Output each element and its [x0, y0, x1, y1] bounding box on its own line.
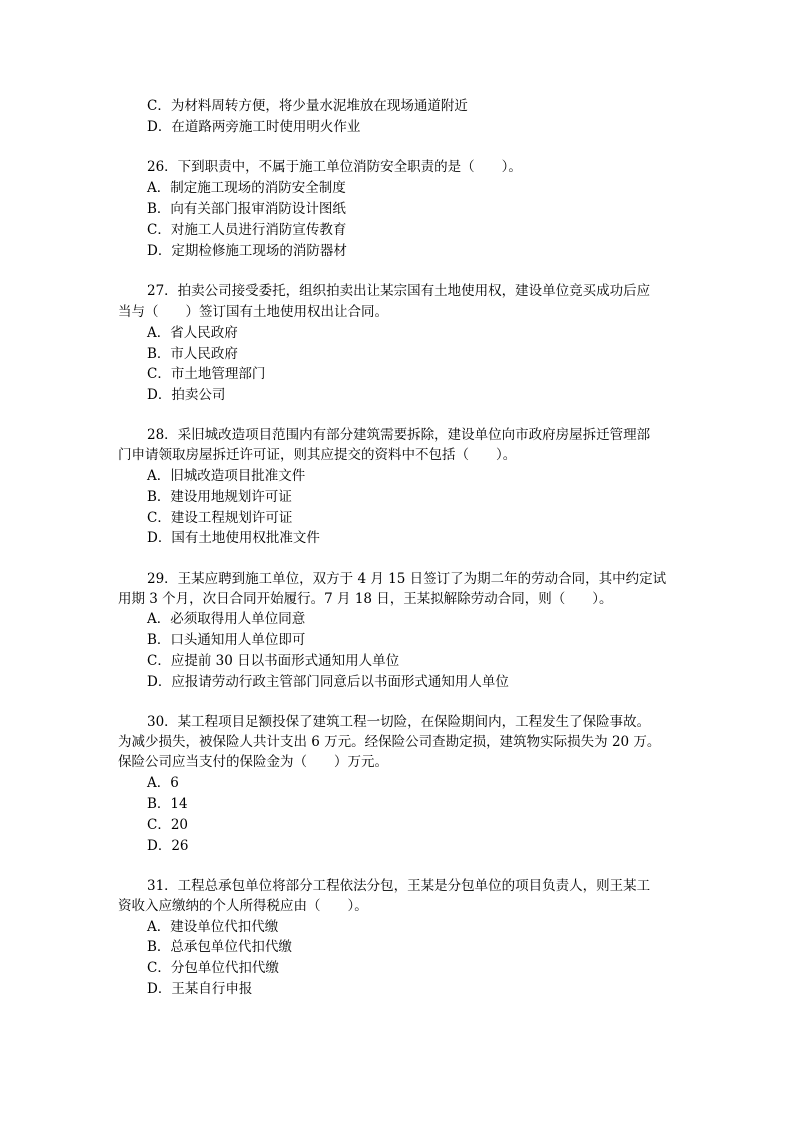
question-28-stem-line-1: 28．采旧城改造项目范围内有部分建筑需要拆除，建设单位向市政府房屋拆迁管理部 — [147, 427, 651, 443]
question-31-stem-line-2: 资收入应缴纳的个人所得税应由（ ）。 — [118, 898, 368, 914]
question-28-option-c: C．建设工程规划许可证 — [147, 510, 293, 526]
question-26-option-a: A．制定施工现场的消防安全制度 — [147, 180, 346, 196]
question-31-option-c: C．分包单位代扣代缴 — [147, 960, 279, 976]
question-29-option-c: C．应提前 30 日以书面形式通知用人单位 — [147, 653, 400, 669]
question-26-option-c: C．对施工人员进行消防宣传教育 — [147, 222, 347, 238]
question-29-option-a: A．必须取得用人单位同意 — [147, 611, 306, 627]
question-27-stem-line-1: 27．拍卖公司接受委托，组织拍卖出让某宗国有土地使用权，建设单位竞买成功后应 — [147, 283, 651, 299]
question-26-stem: 26．下到职责中，不属于施工单位消防安全职责的是（ ）。 — [147, 159, 522, 175]
question-30-option-c: C．20 — [147, 817, 189, 833]
question-28-option-b: B．建设用地规划许可证 — [147, 489, 292, 505]
question-29-option-d: D．应报请劳动行政主管部门同意后以书面形式通知用人单位 — [147, 674, 509, 690]
question-31-option-d: D．王某自行申报 — [147, 981, 253, 997]
option-d: D．在道路两旁施工时使用明火作业 — [147, 119, 361, 135]
question-31-option-b: B．总承包单位代扣代缴 — [147, 939, 292, 955]
question-27-option-b: B．市人民政府 — [147, 346, 238, 362]
question-31-stem-line-1: 31．工程总承包单位将部分工程依法分包，王某是分包单位的项目负责人，则王某工 — [147, 878, 651, 894]
question-26-option-b: B．向有关部门报审消防设计图纸 — [147, 201, 346, 217]
question-30-stem-line-1: 30．某工程项目足额投保了建筑工程一切险，在保险期间内，工程发生了保险事故。 — [147, 714, 651, 730]
question-28-option-a: A．旧城改造项目批准文件 — [147, 468, 306, 484]
question-30-stem-line-3: 保险公司应当支付的保险金为（ ）万元。 — [118, 754, 388, 770]
question-29-stem-line-2: 用期 3 个月，次日合同开始履行。7 月 18 日，王某拟解除劳动合同，则（ ）。 — [118, 591, 613, 607]
question-30-option-d: D．26 — [147, 838, 189, 854]
question-29-option-b: B．口头通知用人单位即可 — [147, 632, 306, 648]
question-28-stem-line-2: 门申请领取房屋拆迁许可证，则其应提交的资料中不包括（ ）。 — [118, 447, 517, 463]
question-29-stem-line-1: 29．王某应聘到施工单位，双方于 4 月 15 日签订了为期二年的劳动合同，其中约定试 — [147, 571, 667, 587]
option-c: C．为材料周转方便，将少量水泥堆放在现场通道附近 — [147, 98, 468, 114]
question-27-stem-line-2: 当与（ ）签订国有土地使用权出让合同。 — [118, 304, 388, 320]
question-27-option-d: D．拍卖公司 — [147, 387, 226, 403]
question-26-option-d: D．定期检修施工现场的消防器材 — [147, 243, 347, 259]
question-28-option-d: D．国有土地使用权批准文件 — [147, 530, 320, 546]
question-30-option-a: A．6 — [147, 775, 179, 791]
question-27-option-c: C．市土地管理部门 — [147, 366, 266, 382]
question-31-option-a: A．建设单位代扣代缴 — [147, 919, 279, 935]
question-30-stem-line-2: 为减少损失，被保险人共计支出 6 万元。经保险公司查勘定损，建筑物实际损失为 20 万。 — [118, 734, 661, 750]
question-30-option-b: B．14 — [147, 796, 188, 812]
question-27-option-a: A．省人民政府 — [147, 325, 238, 341]
